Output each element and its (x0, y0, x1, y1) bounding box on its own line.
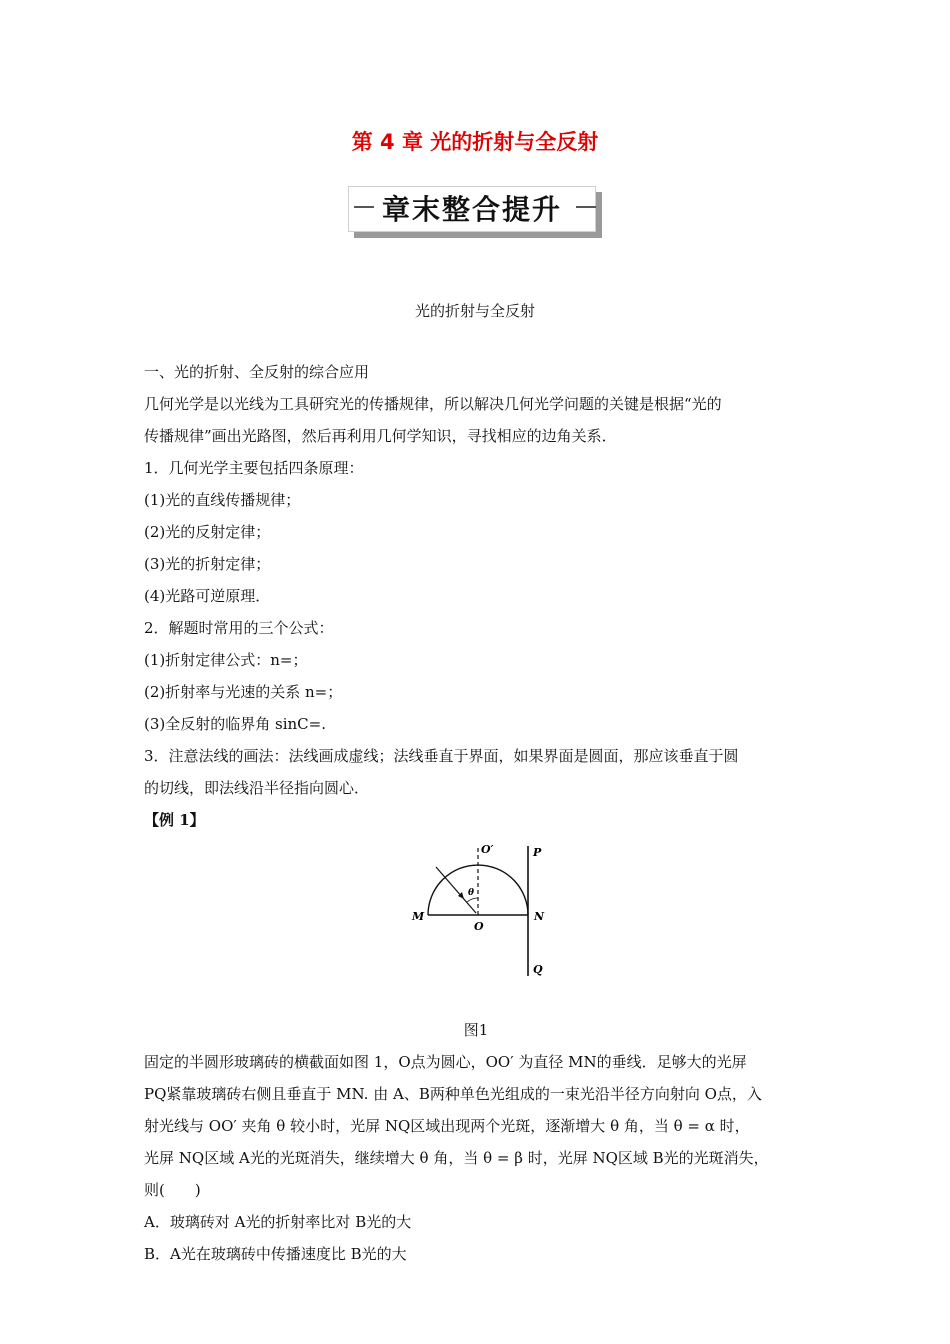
option-b: B．A光在玻璃砖中传播速度比 B光的大 (144, 1245, 407, 1263)
option-a: A．玻璃砖对 A光的折射率比对 B光的大 (144, 1213, 412, 1231)
item-1-1: (1)光的直线传播规律； (144, 491, 301, 509)
item-1-3: (3)光的折射定律； (144, 555, 271, 573)
label-m: M (412, 910, 425, 923)
question-line-2: PQ紧靠玻璃砖右侧且垂直于 MN. 由 A、B两种单色光组成的一束光沿半径方向射向 O点，入 (144, 1085, 762, 1103)
chapter-title: 第 4 章 光的折射与全反射 (351, 130, 599, 154)
label-o: O (474, 920, 484, 933)
item-1: 1．几何光学主要包括四条原理： (144, 459, 364, 477)
item-2-1: (1)折射定律公式：n=； (144, 651, 308, 669)
label-q: Q (533, 963, 543, 976)
paragraph-1-line-1: 几何光学是以光线为工具研究光的传播规律，所以解决几何光学问题的关键是根据“光的 (144, 395, 722, 413)
question-line-1: 固定的半圆形玻璃砖的横截面如图 1，O点为圆心，OO′ 为直径 MN的垂线．足够大的光屏 (144, 1053, 747, 1071)
label-n: N (534, 910, 545, 923)
paragraph-1-line-2: 传播规律”画出光路图，然后再利用几何学知识，寻找相应的边角关系． (144, 427, 617, 445)
item-3-line-1: 3．注意法线的画法：法线画成虚线；法线垂直于界面，如果界面是圆面，那应该垂直于圆 (144, 747, 739, 765)
item-2-3: (3)全反射的临界角 sinC=. (144, 715, 326, 733)
question-line-3: 射光线与 OO′ 夹角 θ 较小时，光屏 NQ区域出现两个光斑，逐渐增大 θ 角，当 θ = α 时， (144, 1117, 750, 1135)
document-body (144, 356, 808, 1270)
item-2: 2．解题时常用的三个公式： (144, 619, 334, 637)
theta-arc (467, 898, 478, 902)
question-line-4: 光屏 NQ区域 A光的光斑消失，继续增大 θ 角，当 θ = β 时，光屏 NQ区域 B光的光斑消失， (144, 1149, 769, 1167)
example-label: 【例 1】 (144, 811, 205, 829)
item-1-2: (2)光的反射定律； (144, 523, 271, 541)
heading-1: 一、光的折射、全反射的综合应用 (144, 363, 370, 381)
item-3-line-2: 的切线，即法线沿半径指向圆心． (144, 779, 370, 797)
item-2-2: (2)折射率与光速的关系 n=； (144, 683, 343, 701)
item-1-4: (4)光路可逆原理． (144, 587, 271, 605)
label-p: P (533, 846, 542, 859)
label-theta: θ (468, 888, 475, 898)
semicircle-diagram (408, 842, 548, 982)
figure-caption: 图1 (463, 1021, 489, 1039)
banner-text: 章末整合提升 (381, 193, 562, 226)
figure-1 (144, 836, 808, 1014)
question-line-5: 则( ) (144, 1181, 201, 1199)
section-title: 光的折射与全反射 (414, 302, 535, 320)
section-banner (348, 186, 602, 238)
label-o-prime: O′ (481, 843, 494, 856)
